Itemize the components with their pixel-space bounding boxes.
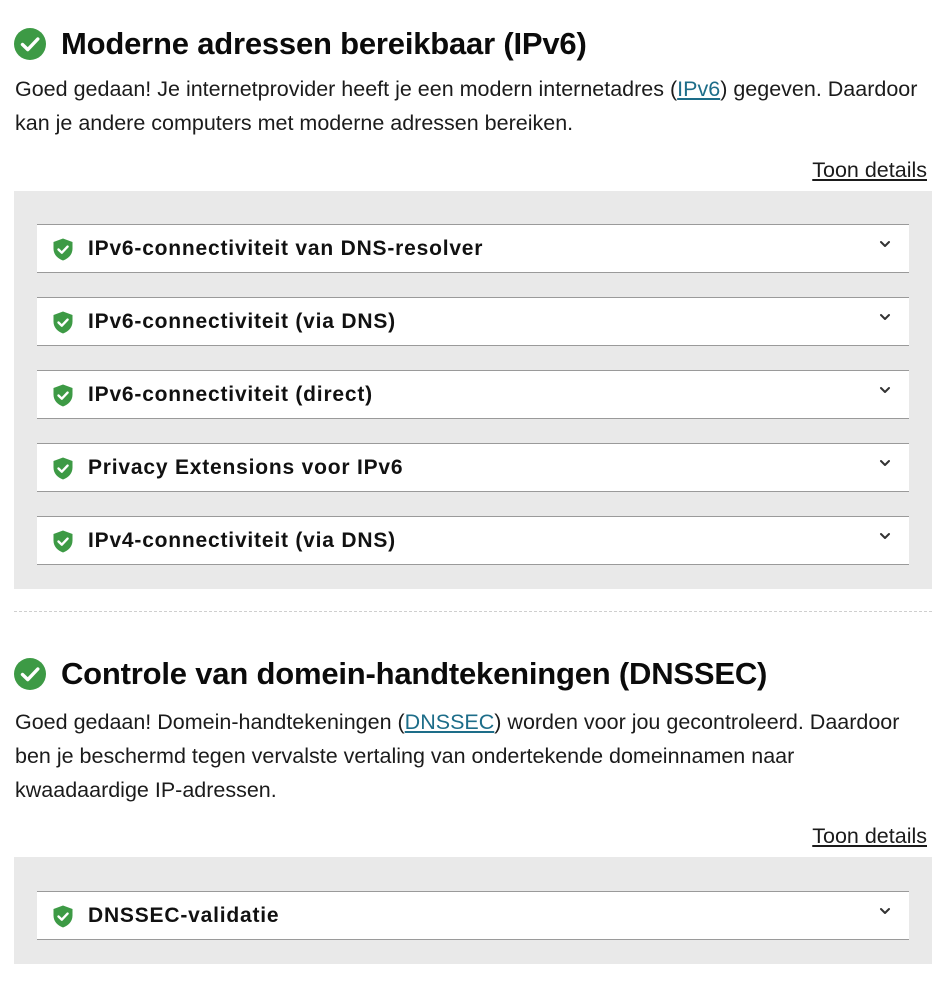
details-panel (14, 857, 932, 964)
shield-check-icon (53, 384, 73, 407)
section-title: Moderne adressen bereikbaar (IPv6) (61, 26, 587, 61)
section-title: Controle van domein-handtekeningen (DNSSEC) (61, 656, 768, 691)
description-text-before: Goed gedaan! Je internetprovider heeft je een modern internetadres ( (15, 77, 678, 101)
show-details-toggle[interactable]: Toon details (812, 158, 927, 182)
test-item-ipv6-direct[interactable] (37, 370, 909, 419)
section-description (15, 705, 934, 807)
test-item-privacy-extensions[interactable] (37, 443, 909, 492)
chevron-down-icon[interactable] (878, 458, 892, 468)
chevron-down-icon[interactable] (878, 239, 892, 249)
description-text-after: ) gegeven. Daardoor kan je andere computers met moderne adressen bereiken. (15, 77, 918, 135)
description-text-after: ) worden voor jou gecontroleerd. Daardoor ben je beschermd tegen vervalste vertaling van ondertekende domeinnamen naar kwaadaardige IP-adressen. (15, 710, 900, 802)
test-item-dnssec-validation[interactable] (37, 891, 909, 940)
shield-check-icon (53, 530, 73, 553)
section-heading (14, 654, 767, 694)
section-description (15, 72, 934, 140)
test-item-ipv4-via-dns[interactable] (37, 516, 909, 565)
test-item-label: IPv6-connectiviteit (via DNS) (88, 310, 396, 333)
chevron-down-icon[interactable] (878, 312, 892, 322)
test-item-label: Privacy Extensions voor IPv6 (88, 456, 404, 479)
shield-check-icon (53, 905, 73, 928)
check-circle-icon (14, 28, 46, 60)
ipv6-link[interactable]: IPv6 (677, 77, 721, 101)
check-circle-icon (14, 658, 46, 690)
test-item-label: IPv6-connectiviteit (direct) (88, 383, 373, 406)
chevron-down-icon[interactable] (878, 531, 892, 541)
chevron-down-icon[interactable] (878, 906, 892, 916)
test-item-ipv6-via-dns[interactable] (37, 297, 909, 346)
section-heading (14, 24, 587, 64)
test-item-label: DNSSEC-validatie (88, 904, 280, 927)
details-panel (14, 191, 932, 589)
test-item-label: IPv6-connectiviteit van DNS-resolver (88, 237, 484, 260)
dnssec-link[interactable]: DNSSEC (404, 710, 495, 734)
test-item-label: IPv4-connectiviteit (via DNS) (88, 529, 396, 552)
chevron-down-icon[interactable] (878, 385, 892, 395)
section-divider (14, 611, 932, 612)
description-text-before: Goed gedaan! Domein-handtekeningen ( (15, 710, 405, 734)
test-item-ipv6-dns-resolver[interactable] (37, 224, 909, 273)
shield-check-icon (53, 457, 73, 480)
shield-check-icon (53, 238, 73, 261)
shield-check-icon (53, 311, 73, 334)
show-details-toggle[interactable]: Toon details (812, 824, 927, 848)
